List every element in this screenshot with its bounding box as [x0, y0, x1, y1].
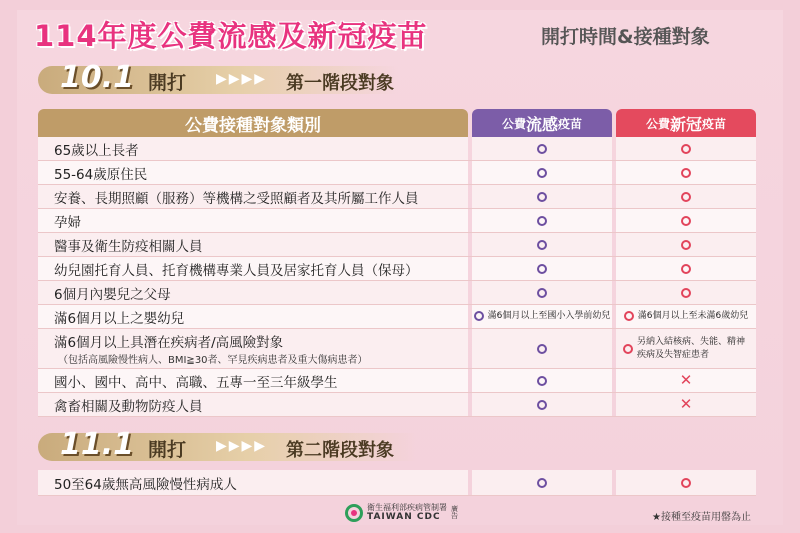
row-category: 滿6個月以上具潛在疾病者/高風險對象: [54, 335, 284, 351]
header-category: 公費接種對象類別: [38, 109, 468, 137]
phase1-banner: [38, 60, 398, 95]
flu-cell: [472, 257, 612, 280]
table-row: [38, 470, 756, 496]
logo-zh: 衛生福利部疾病管制署: [367, 503, 447, 512]
row-category: 50至64歲無高風險慢性病成人: [54, 476, 237, 493]
table-row: [38, 185, 756, 209]
row-category: 安養、長期照顧（服務）等機構之受照顧者及其所屬工作人員: [54, 190, 419, 207]
flu-cell: [472, 137, 612, 160]
header-flu: [472, 109, 612, 137]
eligible-circle-icon: [681, 168, 691, 178]
row-category: 孕婦: [54, 214, 81, 231]
row-category: 55-64歲原住民: [54, 166, 148, 183]
phase2-banner: [38, 427, 418, 462]
eligible-circle-icon: [537, 168, 547, 178]
row-category: 幼兒園托育人員、托育機構專業人員及居家托育人員（保母）: [54, 262, 419, 279]
covid-cell: [616, 209, 756, 232]
eligible-circle-icon: [624, 311, 634, 321]
row-category: 醫事及衛生防疫相關人員: [54, 238, 203, 255]
phase1-date: 10.1: [60, 60, 135, 95]
table-row: [38, 329, 756, 369]
header-flu-suffix: 疫苗: [558, 116, 583, 131]
cdc-logo-icon: [345, 504, 363, 522]
row-category: 禽畜相關及動物防疫人員: [54, 398, 203, 415]
footnote: ★接種至疫苗用罄為止: [652, 512, 751, 523]
eligible-circle-icon: [681, 240, 691, 250]
flu-cell: [472, 185, 612, 208]
cdc-logo: [345, 504, 459, 523]
header-cov-prefix: 公費: [645, 116, 670, 131]
eligible-circle-icon: [537, 216, 547, 226]
logo-en: TAIWAN CDC: [367, 511, 441, 522]
flu-cell: [472, 233, 612, 256]
covid-cell: [616, 393, 756, 416]
phase1-open-label: 開打: [148, 72, 187, 94]
phase2-arrows-icon: ▶▶▶▶: [216, 438, 268, 454]
table-row: [38, 393, 756, 417]
covid-cell: [616, 369, 756, 392]
phase2-open-label: 開打: [148, 439, 187, 461]
eligibility-note: 滿6個月以上至國小入學前幼兒: [487, 311, 611, 322]
flu-cell: [472, 161, 612, 184]
covid-cell: [616, 233, 756, 256]
phase1-arrows-icon: ▶▶▶▶: [216, 71, 268, 87]
not-eligible-icon: ✕: [679, 395, 693, 413]
covid-cell: [616, 185, 756, 208]
eligible-circle-icon: [537, 478, 547, 488]
table-row: [38, 281, 756, 305]
eligible-circle-icon: [537, 400, 547, 410]
flu-cell: [472, 369, 612, 392]
header-flu-big: 流感: [525, 114, 558, 134]
eligible-circle-icon: [537, 144, 547, 154]
header-covid: [616, 109, 756, 137]
page-title: 114年度公費流感及新冠疫苗: [34, 19, 428, 53]
covid-cell: [616, 161, 756, 184]
row-category-note: （包括高風險慢性病人、BMI≧30者、罕見疾病患者及重大傷病患者）: [58, 355, 368, 366]
flu-cell: [472, 470, 612, 495]
flu-cell: [472, 305, 612, 328]
header-flu-prefix: 公費: [501, 116, 526, 131]
row-category: 國小、國中、高中、高職、五專一至三年級學生: [54, 374, 338, 391]
covid-cell: [616, 257, 756, 280]
table-row: [38, 257, 756, 281]
eligible-circle-icon: [537, 192, 547, 202]
row-category: 滿6個月以上之嬰幼兒: [54, 310, 185, 327]
eligible-circle-icon: [537, 240, 547, 250]
eligible-circle-icon: [537, 344, 547, 354]
table-row: [38, 161, 756, 185]
eligible-circle-icon: [681, 216, 691, 226]
flu-cell: [472, 281, 612, 304]
phase2-date: 11.1: [60, 427, 135, 462]
eligibility-note: 滿6個月以上至未滿6歲幼兒: [637, 311, 749, 322]
flu-cell: [472, 209, 612, 232]
covid-cell: [616, 137, 756, 160]
header-cov-big: 新冠: [669, 114, 702, 134]
eligible-circle-icon: [681, 478, 691, 488]
flu-cell: [472, 393, 612, 416]
ad-label: 廣告: [451, 504, 458, 521]
covid-cell: [616, 329, 756, 368]
eligible-circle-icon: [681, 288, 691, 298]
eligible-circle-icon: [623, 344, 633, 354]
phase1-label: 第一階段對象: [286, 73, 394, 94]
eligible-circle-icon: [537, 288, 547, 298]
phase2-label: 第二階段對象: [286, 440, 394, 461]
eligible-circle-icon: [681, 192, 691, 202]
table-row: [38, 137, 756, 161]
flu-cell: [472, 329, 612, 368]
row-category: 65歲以上長者: [54, 142, 139, 159]
table-row: [38, 305, 756, 329]
eligible-circle-icon: [474, 311, 484, 321]
header-cov-suffix: 疫苗: [702, 116, 727, 131]
not-eligible-icon: ✕: [679, 371, 693, 389]
table-row: [38, 369, 756, 393]
covid-cell: [616, 305, 756, 328]
covid-cell: [616, 470, 756, 495]
covid-cell: [616, 281, 756, 304]
row-category: 6個月內嬰兒之父母: [54, 286, 171, 303]
table-row: [38, 209, 756, 233]
table-row: [38, 233, 756, 257]
eligible-circle-icon: [681, 144, 691, 154]
eligible-circle-icon: [681, 264, 691, 274]
page-subtitle: 開打時間&接種對象: [541, 26, 710, 48]
eligible-circle-icon: [537, 264, 547, 274]
eligible-circle-icon: [537, 376, 547, 386]
eligibility-note: 另納入結核病、失能、精神疾病及失智症患者: [637, 337, 746, 360]
